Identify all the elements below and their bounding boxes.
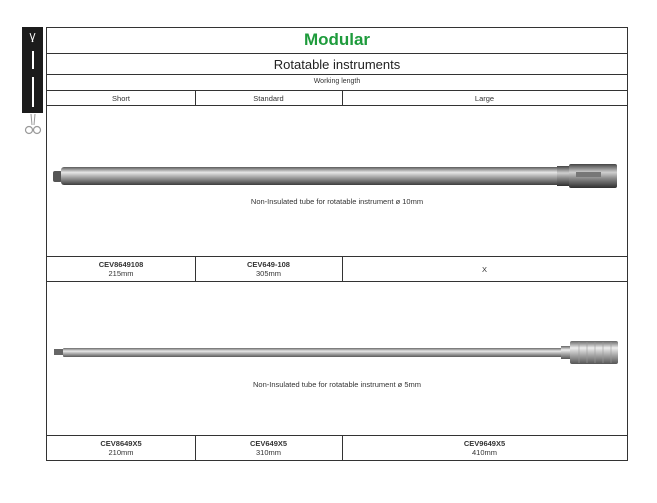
ref-length: 215mm	[108, 269, 134, 278]
ref-length: 305mm	[255, 269, 281, 278]
ref-code: CEV649X5	[249, 439, 288, 448]
reference-row	[47, 435, 627, 461]
subtitle-row	[47, 54, 627, 75]
column-header-short: Short	[112, 94, 130, 103]
ref-length: 210mm	[108, 448, 134, 457]
column-divider	[195, 435, 196, 461]
column-divider	[195, 91, 196, 106]
ref-code: CEV9649X5	[463, 439, 506, 448]
tab-divider	[32, 77, 34, 107]
column-header-standard: Standard	[253, 94, 284, 103]
product-image-row	[47, 282, 627, 436]
product-caption: Non-Insulated tube for rotatable instrument ø 5mm	[253, 380, 421, 389]
column-divider	[342, 91, 343, 106]
column-divider	[342, 435, 343, 461]
column-divider	[195, 256, 196, 282]
product-image-row	[47, 106, 627, 257]
scissors-icon	[23, 114, 43, 136]
ref-length: 410mm	[471, 448, 497, 457]
page-subtitle: Rotatable instruments	[273, 57, 401, 72]
ref-code: CEV8649108	[98, 260, 144, 269]
ref-code: CEV649-108	[247, 260, 290, 269]
tab-divider	[32, 51, 34, 69]
title-row	[47, 28, 627, 54]
scissors-icon	[26, 33, 39, 43]
column-header-row	[47, 91, 627, 106]
column-divider	[342, 256, 343, 282]
page-title: Modular	[303, 30, 371, 49]
ref-length: 310mm	[255, 448, 281, 457]
tube-5mm-image	[47, 282, 627, 435]
tube-10mm-image	[47, 106, 627, 256]
catalog-table	[46, 27, 628, 461]
working-length-row	[47, 75, 627, 91]
ref-code: X	[481, 265, 487, 274]
ref-code: CEV8649X5	[100, 439, 142, 448]
product-caption: Non-Insulated tube for rotatable instrument ø 10mm	[250, 197, 424, 206]
column-header-large: Large	[474, 94, 495, 103]
side-tab	[22, 27, 43, 113]
reference-row	[47, 256, 627, 282]
working-length-label: Working length	[313, 78, 361, 85]
